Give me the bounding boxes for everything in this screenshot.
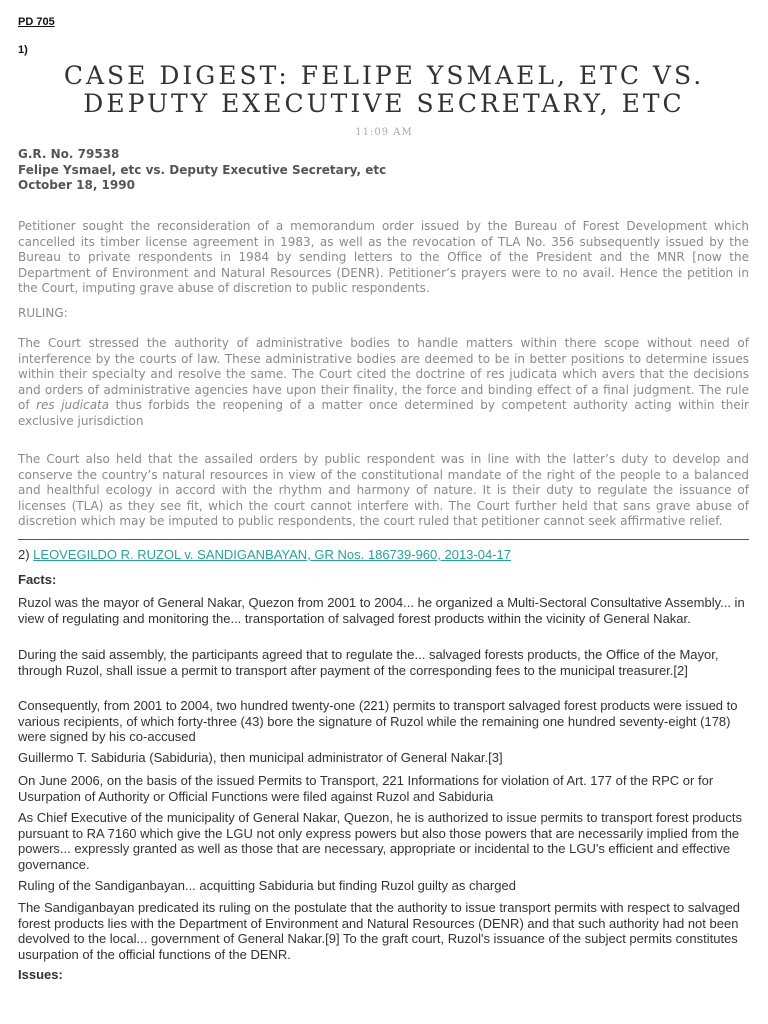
facts-paragraph-4: Guillermo T. Sabiduria (Sabiduria), then municipal administrator of General Nakar.[3]	[18, 750, 503, 765]
case-link[interactable]: LEOVEGILDO R. RUZOL v. SANDIGANBAYAN, GR Nos. 186739-960, 2013-04-17	[33, 547, 511, 562]
facts-label: Facts:	[18, 572, 57, 587]
post-time: 11:09 AM	[355, 127, 413, 138]
facts-paragraph-3: Consequently, from 2001 to 2004, two hundred twenty-one (221) permits to transport salvaged forest products were issued to various recipients, of which forty-three (43) bore the signature of Ruzol while the remaining one hundred seventy-eight (178) were signed by his co-accused	[18, 698, 738, 744]
item-number: 1)	[18, 44, 28, 56]
digest-paragraph-1: Petitioner sought the reconsideration of a memorandum order issued by the Bureau of Forest Development which cancelled its timber license agreement in 1983, as well as the revocation of TLA No. 356 subsequently issued by the Bureau to private respondents in 1984 by sending letters to the Office of the President and the MNR [now the Department of Environment and Natural Resources (DENR). Petitioner’s prayers were to no avail. Hence the petition in the Court, imputing grave abuse of discretion to public respondents.	[18, 219, 749, 296]
section-divider	[18, 539, 749, 540]
ruling-label: RULING:	[18, 306, 68, 320]
section-2-number: 2)	[18, 547, 34, 562]
facts-paragraph-6: As Chief Executive of the municipality of General Nakar, Quezon, he is authorized to issue permits to transport forest products pursuant to RA 7160 which give the LGU not only express powers but also those powers that are necessarily implied from the powers... expressly granted as well as those that are necessary, appropriate or incidental to the LGU's efficient and effective governance.	[18, 810, 743, 872]
case-date: October 18, 1990	[18, 178, 135, 192]
digest-paragraph-3: The Court also held that the assailed orders by public respondent was in line with the latter’s duty to develop and conserve the country’s natural resources in view of the constitutional mandate of the right of the people to a balanced and healthful ecology in accord with the rhythm and harmony of nature. It is their duty to regulate the issuance of licenses (TLA) as they see fit, which the court cannot interfere with. The Court further held that sans grave abuse of discretion which may be imputed to public respondents, the court ruled that petitioner cannot seek affirmative relief.	[18, 452, 749, 529]
issues-label: Issues:	[18, 967, 63, 982]
ruling-text-start: The Court stressed the authority of administrative bodies to handle matters within there scope without need of interference by the courts of law. These administrative bodies are deemed to be in better positions to determine issues within their specialty and resolve the same. The Court cited the doctrine of res judicata which avers that the decisions and orders of administrative agencies have upon their finality, the force and binding effect of a final judgment. The rule of	[18, 336, 749, 413]
digest-paragraph-2	[18, 336, 749, 430]
facts-paragraph-2: During the said assembly, the participants agreed that to regulate the... salvaged forests products, the Office of the Mayor, through Ruzol, shall issue a permit to transport after payment of the corresponding fees to the municipal treasurer.[2]	[18, 647, 719, 678]
ruling-text-end: thus forbids the reopening of a matter once determined by competent authority acting within their exclusive jurisdiction	[18, 398, 749, 428]
gr-number: G.R. No. 79538	[18, 147, 120, 161]
doc-code: PD 705	[18, 16, 55, 28]
case-info	[18, 147, 386, 194]
facts-paragraph-7: Ruling of the Sandiganbayan... acquitting Sabiduria but finding Ruzol guilty as charged	[18, 878, 516, 893]
facts-paragraph-5: On June 2006, on the basis of the issued Permits to Transport, 221 Informations for violation of Art. 177 of the RPC or for Usurpation of Authority or Official Functions were filed against Ruzol and Sabiduria	[18, 773, 714, 804]
section-2-heading	[18, 547, 511, 562]
facts-paragraph-1: Ruzol was the mayor of General Nakar, Quezon from 2001 to 2004... he organized a Multi-Sectoral Consultative Assembly... in view of regulating and monitoring the... transportation of salvaged forest products within the vicinity of General Nakar.	[18, 595, 745, 626]
page-title: CASE DIGEST: FELIPE YSMAEL, ETC VS. DEPUTY EXECUTIVE SECRETARY, ETC	[63, 61, 705, 118]
case-parties: Felipe Ysmael, etc vs. Deputy Executive Secretary, etc	[18, 162, 387, 177]
facts-paragraph-8: The Sandiganbayan predicated its ruling on the postulate that the authority to issue transport permits with respect to salvaged forest products lies with the Department of Environment and Natural Resources (DENR) and that such authority had not been devolved to the local... government of General Nakar.[9] To the graft court, Ruzol's issuance of the subject permits constitutes usurpation of the official functions of the DENR.	[18, 900, 740, 962]
res-judicata-term: res judicata	[36, 398, 110, 413]
